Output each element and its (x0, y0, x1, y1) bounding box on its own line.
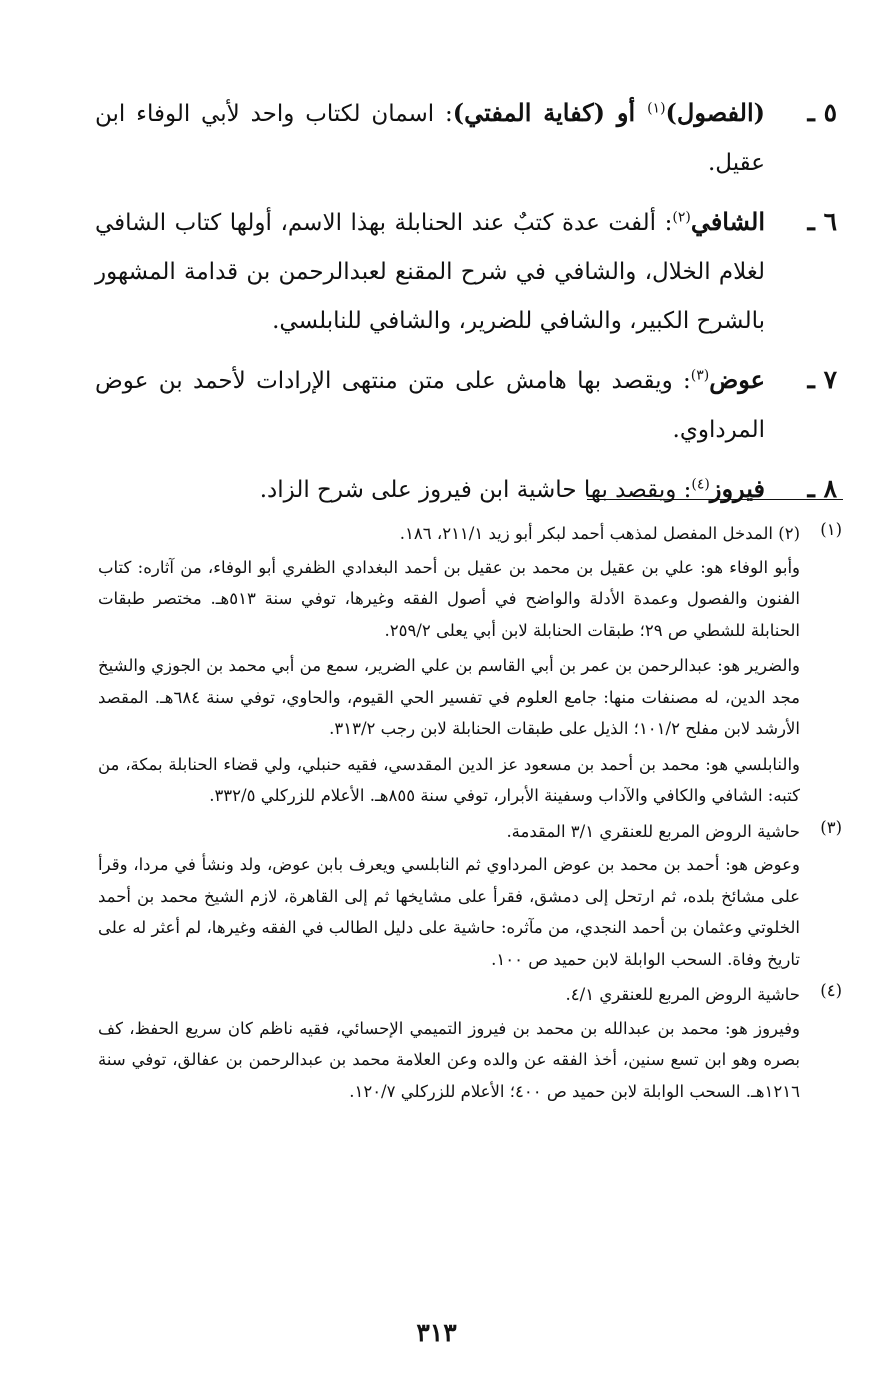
footnote-paragraph: والنابلسي هو: محمد بن أحمد بن مسعود عز الدين المقدسي، فقيه حنبلي، ولي قضاء الحنابلة بمكة، من كتبه: الشافي والكافي والآداب وسفينة الأبرار، توفي سنة ٨٥٥هـ. الأعلام للزركلي ٣٣٢/٥. (98, 754, 800, 805)
footnote-number: (١) (820, 520, 842, 539)
footnote-marker: (٢) (672, 209, 691, 226)
entry-term-alt: (كفاية المفتي) (452, 98, 606, 127)
footnote-marker: (٣) (690, 367, 710, 384)
footnote-3 (98, 812, 842, 976)
entry-term: فيروز (709, 474, 765, 503)
footnote-4 (98, 975, 842, 1107)
entry-number: ٦ ـ (807, 207, 837, 236)
entry-conjunction: أو (605, 98, 648, 127)
footnote-paragraph: وفيروز هو: محمد بن عبدالله بن محمد بن فيروز التميمي الإحسائي، فقيه ناظم كان سريع الحفظ، كف بصره وهو ابن تسع سنين، أخذ الفقه عن والده وعن العلامة محمد بن عبدالرحمن بن عفالق، توفي سنة ١٢١٦هـ. السحب الوابلة لابن حميد ص ٤٠٠؛ الأعلام للزركلي ١٢٠/٧. (98, 1018, 800, 1101)
entry-number: ٥ ـ (807, 98, 837, 127)
footnote-number: (٣) (820, 817, 842, 837)
footnote-paragraph: والضرير هو: عبدالرحمن بن عمر بن أبي القاسم بن علي الضرير، سمع من أبي محمد بن الجوزي والشيخ مجد الدين، له مصنفات منها: جامع العلوم في تفسير الحي القيوم، والحاوي، توفي سنة ٦٨٤هـ. المقصد الأرشد لابن مفلح ١٠١/٢؛ الذيل على طبقات الحنابلة لابن رجب ٣١٣/٢. (98, 656, 800, 738)
entry-body (95, 88, 765, 188)
footnote-body (98, 975, 800, 1107)
entry-body (95, 355, 765, 455)
footnote-body (98, 514, 800, 812)
footnote-reference: حاشية الروض المربع للعنقري ٤/١. (565, 985, 800, 1004)
entry-body (95, 197, 765, 346)
footnote-marker: (١) (647, 100, 666, 117)
entry-text: : ألفت عدة كتبٌ عند الحنابلة بهذا الاسم، أولها كتاب الشافي لغلام الخلال، والشافي في شرح المقنع لعبدالرحمن بن قدامة المشهور بالشرح الكبير، والشافي للضرير، والشافي للنابلسي. (95, 210, 765, 334)
entry-body (95, 464, 765, 515)
entry-6 (95, 197, 843, 346)
footnote-1-2 (98, 514, 842, 812)
footnote-separator (587, 499, 843, 500)
footnote-paragraph: وعوض هو: أحمد بن محمد بن عوض المرداوي ثم النابلسي ويعرف بابن عوض، ولد ونشأ في مردا، وقرأ على مشائخ بلده، ثم ارتحل إلى دمشق، فقرأ على مشايخها ثم إلى القاهرة، لازم الشيخ محمد بن أحمد الخلوتي وعثمان بن أحمد النجدي، من مآثره: حاشية على دليل الطالب في الفقه وغيرها، لم أعثر له على تاريخ وفاة. السحب الوابلة لابن حميد ص ١٠٠. (98, 855, 800, 969)
page-number: ٣١٣ (416, 1318, 457, 1347)
footnote-body (98, 812, 800, 976)
entry-text: : اسمان لكتاب واحد لأبي الوفاء ابن عقيل. (95, 101, 765, 176)
footnote-reference: (٢) المدخل المفصل لمذهب أحمد لبكر أبو زيد ٢١١/١، ١٨٦. (399, 524, 800, 543)
footnote-reference: حاشية الروض المربع للعنقري ٣/١ المقدمة. (506, 821, 800, 841)
entry-term: (الفصول) (665, 98, 766, 127)
main-text (95, 88, 843, 524)
entry-text: : ويقصد بها هامش على متن منتهى الإرادات لأحمد بن عوض المرداوي. (95, 368, 765, 443)
entry-term: عوض (709, 365, 765, 394)
entry-number: ٨ ـ (807, 474, 837, 503)
footnote-paragraph: وأبو الوفاء هو: علي بن عقيل بن محمد بن عقيل بن أحمد البغدادي الظفري أبو الوفاء، من آثاره: كتاب الفنون والفصول وعمدة الأدلة والواضح في أصول الفقه وغيرها، توفي سنة ٥١٣هـ. مختصر طبقات الحنابلة للشطي ص ٢٩؛ طبقات الحنابلة لابن أبي يعلى ٢٥٩/٢. (98, 557, 801, 640)
entry-7 (95, 355, 843, 455)
entry-8 (95, 464, 843, 515)
entry-text: : ويقصد بها حاشية ابن فيروز على شرح الزاد. (259, 477, 692, 503)
footnote-number: (٤) (820, 981, 842, 1000)
footnotes (98, 514, 842, 1107)
entry-term: الشافي (690, 207, 765, 236)
footnote-marker: (٤) (691, 476, 710, 493)
entry-5 (95, 88, 843, 188)
entry-number: ٧ ـ (807, 365, 837, 394)
